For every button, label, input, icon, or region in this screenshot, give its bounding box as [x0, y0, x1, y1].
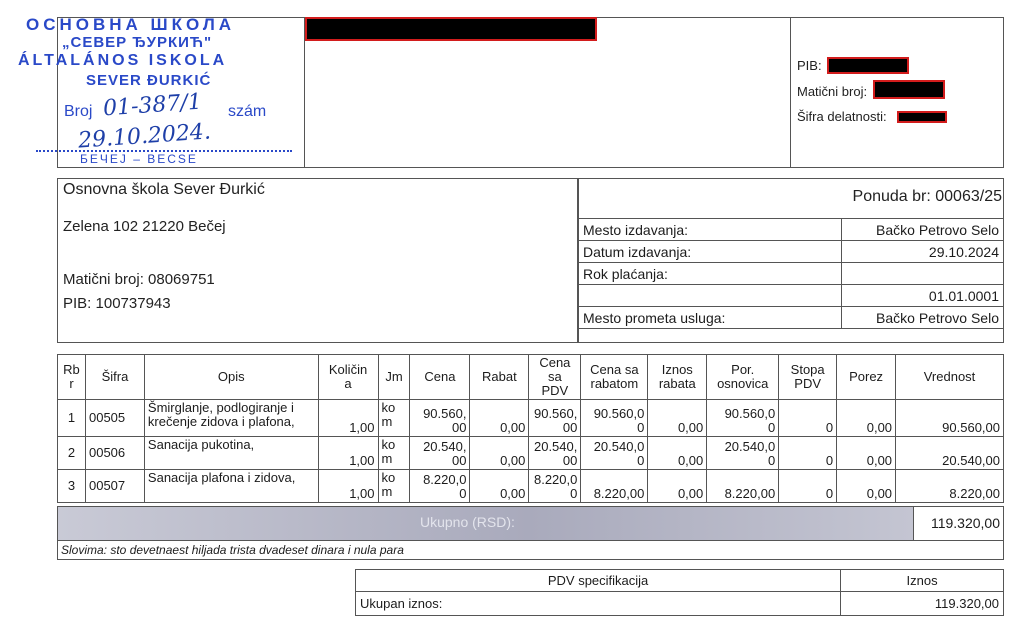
item-cena-rabat: 20.540,0 0 — [581, 437, 648, 470]
item-cena-pdv: 20.540, 00 — [529, 437, 581, 470]
items-header-cell: Iznos rabata — [648, 355, 707, 400]
header-divider-right — [790, 17, 791, 168]
table-row — [58, 470, 1004, 503]
buyer-box — [57, 178, 578, 343]
offer-meta-label: Mesto izdavanja: — [579, 219, 842, 241]
offer-meta-value: Bačko Petrovo Selo — [842, 307, 1004, 329]
offer-meta-value: Bačko Petrovo Selo — [842, 219, 1004, 241]
item-vrednost: 90.560,00 — [896, 400, 1004, 437]
item-porez: 0,00 — [837, 470, 896, 503]
item-rabat: 0,00 — [470, 400, 529, 437]
item-jm: ko m — [378, 400, 410, 437]
offer-meta-value: 29.10.2024 — [842, 241, 1004, 263]
buyer-address: Zelena 102 21220 Bečej — [63, 218, 226, 235]
item-osnovica: 8.220,00 — [707, 470, 779, 503]
redacted-maticni — [873, 80, 945, 99]
offer-meta-row — [579, 307, 1004, 329]
stamp-date-value: 29.10.2024. — [77, 119, 212, 154]
maticni-label: Matični broj: — [797, 84, 868, 99]
item-cena-pdv: 8.220,0 0 — [529, 470, 581, 503]
redacted-pib — [827, 57, 909, 74]
item-kolicina: 1,00 — [318, 400, 378, 437]
items-header-cell: Rb r — [58, 355, 86, 400]
stamp-broj-value: 01-387/1 — [102, 89, 203, 122]
item-jm: ko m — [378, 437, 410, 470]
item-cena: 20.540, 00 — [410, 437, 470, 470]
item-vrednost: 20.540,00 — [896, 437, 1004, 470]
pdv-spec-header: PDV specifikacija — [356, 570, 841, 592]
item-opis: Šmirglanje, podlogiranje i krečenje zidova i plafona, — [144, 400, 318, 437]
item-stopa: 0 — [779, 470, 837, 503]
buyer-maticni: Matični broj: 08069751 — [63, 271, 215, 288]
offer-meta-row — [579, 263, 1004, 285]
items-header-cell: Porez — [837, 355, 896, 400]
offer-meta-label — [579, 285, 842, 307]
buyer-name: Osnovna škola Sever Đurkić — [63, 181, 265, 198]
items-header-cell: Cena sa rabatom — [581, 355, 648, 400]
item-kolicina: 1,00 — [318, 437, 378, 470]
item-porez: 0,00 — [837, 437, 896, 470]
stamp-line-4: SEVER ĐURKIĆ — [86, 72, 212, 89]
pdv-iznos-header: Iznos — [841, 570, 1004, 592]
item-porez: 0,00 — [837, 400, 896, 437]
item-rb: 1 — [58, 400, 86, 437]
pdv-total-label: Ukupan iznos: — [356, 592, 841, 616]
offer-meta-label: Mesto prometa usluga: — [579, 307, 842, 329]
item-osnovica: 90.560,0 0 — [707, 400, 779, 437]
item-cena-rabat: 8.220,00 — [581, 470, 648, 503]
pib-label: PIB: — [797, 58, 822, 73]
offer-meta-row — [579, 241, 1004, 263]
offer-meta-value — [842, 263, 1004, 285]
items-header-cell: Por. osnovica — [707, 355, 779, 400]
items-header-cell: Šifra — [85, 355, 144, 400]
item-rabat: 0,00 — [470, 437, 529, 470]
item-rb: 3 — [58, 470, 86, 503]
items-header-cell: Cena sa PDV — [529, 355, 581, 400]
item-sifra: 00507 — [85, 470, 144, 503]
item-stopa: 0 — [779, 437, 837, 470]
amount-in-words: Slovima: sto devetnaest hiljada trista dvadeset dinara i nula para — [61, 543, 404, 557]
items-header-cell: Jm — [378, 355, 410, 400]
item-vrednost: 8.220,00 — [896, 470, 1004, 503]
item-stopa: 0 — [779, 400, 837, 437]
item-opis: Sanacija pukotina, — [144, 437, 318, 470]
item-cena: 90.560, 00 — [410, 400, 470, 437]
redacted-company-name — [305, 17, 597, 41]
items-header-cell: Količin a — [318, 355, 378, 400]
items-header-cell: Stopa PDV — [779, 355, 837, 400]
items-header-cell: Rabat — [470, 355, 529, 400]
offer-meta-row — [579, 285, 1004, 307]
offer-meta-value: 01.01.0001 — [842, 285, 1004, 307]
stamp-szam-label: szám — [228, 103, 267, 120]
offer-title: Ponuda br: 00063/25 — [852, 188, 1002, 205]
item-opis: Sanacija plafona i zidova, — [144, 470, 318, 503]
item-cena: 8.220,0 0 — [410, 470, 470, 503]
item-iznos-rabata: 0,00 — [648, 437, 707, 470]
item-iznos-rabata: 0,00 — [648, 470, 707, 503]
item-kolicina: 1,00 — [318, 470, 378, 503]
items-header-cell: Cena — [410, 355, 470, 400]
item-rb: 2 — [58, 437, 86, 470]
stamp-line-2: „СЕВЕР ЂУРКИЋ" — [62, 34, 213, 51]
sifra-delatnosti-label: Šifra delatnosti: — [797, 109, 887, 124]
offer-meta-row — [579, 219, 1004, 241]
total-label: Ukupno (RSD): — [420, 514, 515, 530]
items-header-cell: Opis — [144, 355, 318, 400]
item-iznos-rabata: 0,00 — [648, 400, 707, 437]
stamp-city: БЕЧЕЈ – BECSE — [80, 152, 198, 166]
item-jm: ko m — [378, 470, 410, 503]
items-header-cell: Vrednost — [896, 355, 1004, 400]
item-rabat: 0,00 — [470, 470, 529, 503]
offer-meta-label: Rok plaćanja: — [579, 263, 842, 285]
stamp-line-3: ÁLTALÁNOS ISKOLA — [18, 52, 228, 69]
item-cena-rabat: 90.560,0 0 — [581, 400, 648, 437]
table-row — [58, 437, 1004, 470]
offer-meta-table — [578, 218, 1004, 329]
redacted-sifra — [897, 111, 947, 123]
total-value: 119.320,00 — [930, 515, 1000, 531]
buyer-pib: PIB: 100737943 — [63, 295, 171, 312]
item-cena-pdv: 90.560, 00 — [529, 400, 581, 437]
item-sifra: 00505 — [85, 400, 144, 437]
item-osnovica: 20.540,0 0 — [707, 437, 779, 470]
offer-meta-label: Datum izdavanja: — [579, 241, 842, 263]
pdv-total-value: 119.320,00 — [841, 592, 1004, 616]
items-table — [57, 354, 1004, 503]
pdv-spec-table — [355, 569, 1004, 616]
table-row — [58, 400, 1004, 437]
stamp-broj-label: Broj — [64, 103, 93, 120]
item-sifra: 00506 — [85, 437, 144, 470]
stamp-line-1: ОСНОВНА ШКОЛА — [26, 15, 236, 34]
